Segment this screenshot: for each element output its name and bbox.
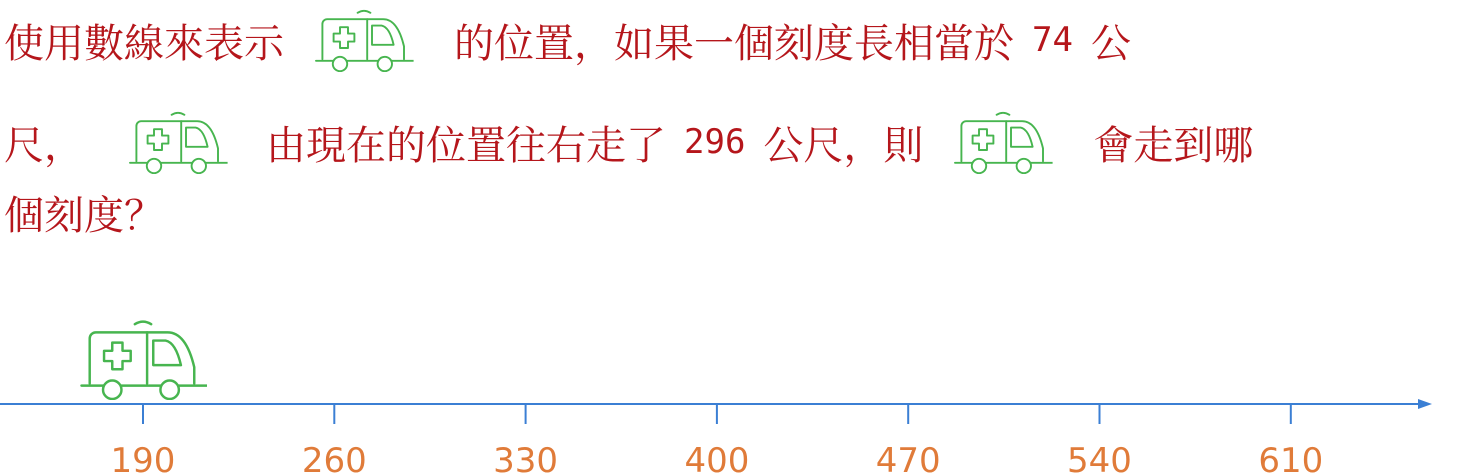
- tick-label: 330: [493, 441, 559, 474]
- number-line: [0, 300, 1466, 474]
- question-text: 尺，: [4, 122, 84, 169]
- ambulance-icon: [82, 322, 209, 399]
- ambulance-icon: [314, 8, 414, 72]
- ambulance-icon: [953, 110, 1053, 174]
- tick-label: 190: [110, 441, 176, 474]
- question-text: 公: [1090, 20, 1131, 67]
- distance-value: 296: [684, 122, 746, 162]
- question-text: 會走到哪: [1093, 122, 1254, 169]
- tick-label: 400: [684, 441, 750, 474]
- question-text: 使用數線來表示: [4, 20, 284, 67]
- axis-arrow: [1418, 399, 1432, 409]
- unit-value: 74: [1032, 20, 1073, 60]
- question-line-3: [4, 182, 164, 242]
- tick-label: 540: [1067, 441, 1132, 474]
- question-line-2: [4, 112, 1253, 172]
- question-text: 由現在的位置往右走了: [266, 122, 666, 169]
- tick-label: 470: [875, 441, 941, 474]
- question-text: 個刻度？: [4, 192, 164, 239]
- question-text: 公尺，則: [763, 122, 924, 169]
- question-text: 的位置，如果一個刻度長相當於: [454, 20, 1014, 67]
- question-line-1: [4, 10, 1131, 70]
- ambulance-icon: [128, 110, 228, 174]
- tick-label: 610: [1258, 441, 1324, 474]
- tick-label: 260: [301, 441, 367, 474]
